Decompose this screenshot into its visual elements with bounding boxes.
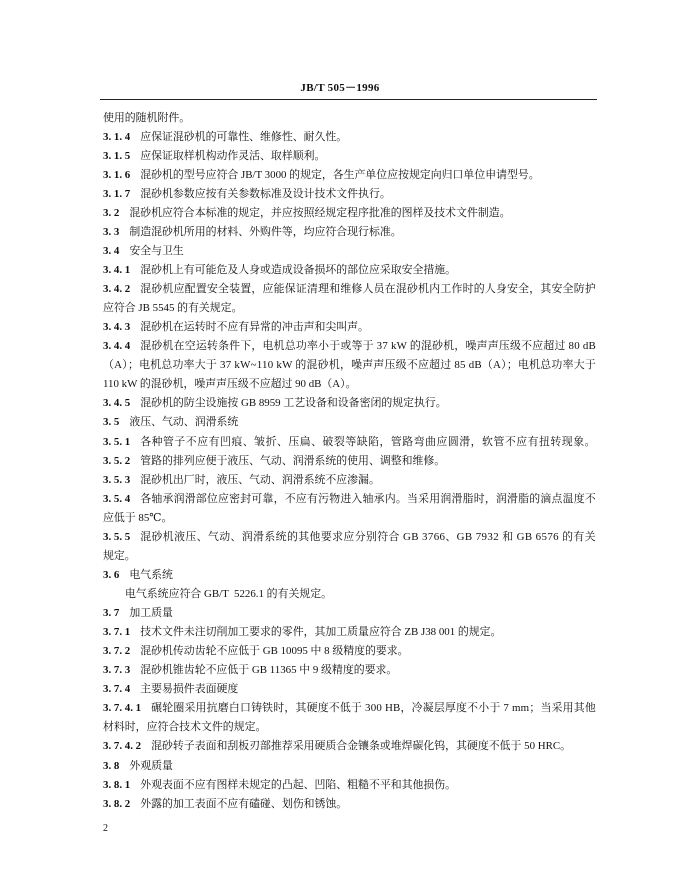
document-line bbox=[103, 471, 597, 490]
clause-text: 混砂机应配置安全装置，应能保证清理和维修人员在混砂机内工作时的人身安全，其安全防护 bbox=[140, 283, 596, 296]
clause-text: 混砂机液压、气动、润滑系统的其他要求应分别符合 GB 3766、GB 7932 和 GB 6576 的有关 bbox=[140, 530, 596, 543]
document-line bbox=[103, 394, 597, 413]
clause-text: 材料时，应符合技术文件的规定。 bbox=[103, 721, 267, 734]
clause-text: 混砂机参数应按有关参数标准及设计技术文件执行。 bbox=[140, 187, 391, 200]
clause-number: 3. 5. 4 bbox=[103, 492, 131, 505]
document-line bbox=[103, 223, 597, 242]
clause-text: 各种管子不应有凹痕、皱折、压扁、破裂等缺陷，管路弯曲应圆滑，软管不应有扭转现象。 bbox=[140, 435, 596, 448]
document-line bbox=[103, 337, 597, 356]
document-line bbox=[103, 204, 597, 223]
page-number: 2 bbox=[103, 823, 108, 834]
document-line bbox=[103, 718, 597, 737]
clause-number: 3. 5. 3 bbox=[103, 473, 131, 486]
document-line bbox=[103, 795, 597, 814]
document-code-header: JB/T 505－1996 bbox=[300, 82, 380, 94]
clause-text: 电气系统 bbox=[129, 568, 173, 581]
clause-text: 液压、气动、润滑系统 bbox=[129, 416, 239, 429]
document-line bbox=[103, 490, 597, 509]
clause-number: 3. 4. 5 bbox=[103, 397, 131, 410]
clause-number: 3. 4 bbox=[103, 244, 120, 257]
document-line bbox=[103, 604, 597, 623]
document-line bbox=[103, 147, 597, 166]
document-line bbox=[103, 585, 597, 604]
clause-number: 3. 1. 6 bbox=[103, 168, 131, 181]
document-line bbox=[103, 242, 597, 261]
document-line bbox=[103, 109, 597, 128]
document-line bbox=[103, 452, 597, 471]
clause-text: 碾轮圈采用抗磨白口铸铁时，其硬度不低于 300 HB，冷凝层厚度不小于 7 mm；当采用其他 bbox=[151, 702, 596, 715]
clause-text: （A）；电机总功率大于 37 kW~110 kW 的混砂机，噪声声压级不应超过 85 dB（A）；电机总功率大于 bbox=[103, 359, 596, 372]
clause-text: 外露的加工表面不应有磕碰、划伤和锈蚀。 bbox=[140, 797, 348, 810]
document-line bbox=[103, 757, 597, 776]
clause-text: 应符合 JB 5545 的有关规定。 bbox=[103, 302, 243, 315]
document-line bbox=[103, 356, 597, 375]
clause-text: 管路的排列应便于液压、气动、润滑系统的使用、调整和维修。 bbox=[140, 454, 446, 467]
clause-text: 混砂机应符合本标准的规定，并应按照经规定程序批准的图样及技术文件制造。 bbox=[129, 206, 511, 219]
clause-number: 3. 4. 2 bbox=[103, 283, 131, 296]
clause-number: 3. 7. 1 bbox=[103, 626, 131, 639]
clause-text: 混砂机的防尘设施按 GB 8959 工艺设备和设备密闭的规定执行。 bbox=[140, 397, 447, 410]
clause-text: 混砂机传动齿轮不应低于 GB 10095 中 8 级精度的要求。 bbox=[140, 645, 409, 658]
clause-text: 应保证取样机构动作灵活、取样顺利。 bbox=[140, 149, 326, 162]
clause-text: 各轴承润滑部位应密封可靠，不应有污物进入轴承内。当采用润滑脂时，润滑脂的滴点温度不 bbox=[140, 492, 596, 505]
clause-text: 混砂机在空运转条件下，电机总功率小于或等于 37 kW 的混砂机，噪声声压级不应超过 80 dB bbox=[140, 340, 596, 353]
clause-text: 制造混砂机所用的材料、外购件等，均应符合现行标准。 bbox=[129, 225, 402, 238]
header-rule bbox=[100, 99, 597, 100]
document-line bbox=[103, 566, 597, 585]
clause-text: 混砂机出厂时，液压、气动、润滑系统不应渗漏。 bbox=[140, 473, 380, 486]
clause-text: 混砂机的型号应符合 JB/T 3000 的规定，各生产单位应按规定向归口单位申请型号。 bbox=[140, 168, 540, 181]
clause-number: 3. 4. 3 bbox=[103, 321, 131, 334]
document-line bbox=[103, 280, 597, 299]
clause-number: 3. 8. 2 bbox=[103, 797, 131, 810]
document-line bbox=[103, 680, 597, 699]
clause-number: 3. 7. 2 bbox=[103, 645, 131, 658]
document-line bbox=[103, 375, 597, 394]
clause-number: 3. 7. 4. 2 bbox=[103, 740, 142, 753]
clause-text: 使用的随机附件。 bbox=[103, 111, 191, 124]
document-line bbox=[103, 642, 597, 661]
document-line bbox=[103, 509, 597, 528]
clause-number: 3. 8 bbox=[103, 759, 120, 772]
clause-text: 安全与卫生 bbox=[129, 244, 184, 257]
document-line bbox=[103, 185, 597, 204]
clause-number: 3. 7. 4 bbox=[103, 683, 131, 696]
clause-number: 3. 6 bbox=[103, 568, 120, 581]
document-line bbox=[103, 661, 597, 680]
clause-text: 技术文件未注切削加工要求的零件，其加工质量应符合 ZB J38 001 的规定。 bbox=[140, 626, 502, 639]
clause-text: 应低于 85℃。 bbox=[103, 511, 173, 524]
document-line bbox=[103, 737, 597, 756]
clause-number: 3. 7. 3 bbox=[103, 664, 131, 677]
clause-text: 规定。 bbox=[103, 549, 136, 562]
document-line bbox=[103, 433, 597, 452]
clause-text: 混砂机上有可能危及人身或造成设备损坏的部位应采取安全措施。 bbox=[140, 263, 457, 276]
clause-text: 混砂转子表面和刮板刃部推荐采用硬质合金镶条或堆焊碳化钨，其硬度不低于 50 HRC。 bbox=[151, 740, 572, 753]
document-line bbox=[103, 299, 597, 318]
clause-number: 3. 7 bbox=[103, 607, 120, 620]
clause-text: 主要易损件表面硬度 bbox=[140, 683, 239, 696]
clause-text: 混砂机在运转时不应有异常的冲击声和尖叫声。 bbox=[140, 321, 369, 334]
document-line bbox=[103, 623, 597, 642]
document-line bbox=[103, 166, 597, 185]
clause-number: 3. 1. 5 bbox=[103, 149, 131, 162]
document-line bbox=[103, 699, 597, 718]
clause-text: 应保证混砂机的可靠性、维修性、耐久性。 bbox=[140, 130, 348, 143]
clause-number: 3. 7. 4. 1 bbox=[103, 702, 142, 715]
document-line bbox=[103, 318, 597, 337]
document-line bbox=[103, 528, 597, 547]
document-line bbox=[103, 776, 597, 795]
clause-number: 3. 4. 4 bbox=[103, 340, 131, 353]
clause-number: 3. 8. 1 bbox=[103, 778, 131, 791]
clause-number: 3. 1. 7 bbox=[103, 187, 131, 200]
clause-text: 外观质量 bbox=[129, 759, 173, 772]
clause-number: 3. 5. 5 bbox=[103, 530, 131, 543]
document-line bbox=[103, 128, 597, 147]
clause-text: 外观表面不应有图样未规定的凸起、凹陷、粗糙不平和其他损伤。 bbox=[140, 778, 457, 791]
clause-number: 3. 5. 2 bbox=[103, 454, 131, 467]
document-line bbox=[103, 261, 597, 280]
clause-number: 3. 5 bbox=[103, 416, 120, 429]
clause-number: 3. 4. 1 bbox=[103, 263, 131, 276]
clause-text: 混砂机锥齿轮不应低于 GB 11365 中 9 级精度的要求。 bbox=[140, 664, 398, 677]
document-line bbox=[103, 413, 597, 432]
document-line bbox=[103, 547, 597, 566]
clause-number: 3. 5. 1 bbox=[103, 435, 131, 448]
clause-text: 110 kW 的混砂机，噪声声压级不应超过 90 dB（A）。 bbox=[103, 378, 357, 391]
clause-number: 3. 1. 4 bbox=[103, 130, 131, 143]
clause-number: 3. 2 bbox=[103, 206, 120, 219]
clause-text: 加工质量 bbox=[129, 607, 173, 620]
clause-number: 3. 3 bbox=[103, 225, 120, 238]
clause-text: 电气系统应符合 GB/T 5226.1 的有关规定。 bbox=[125, 588, 333, 600]
